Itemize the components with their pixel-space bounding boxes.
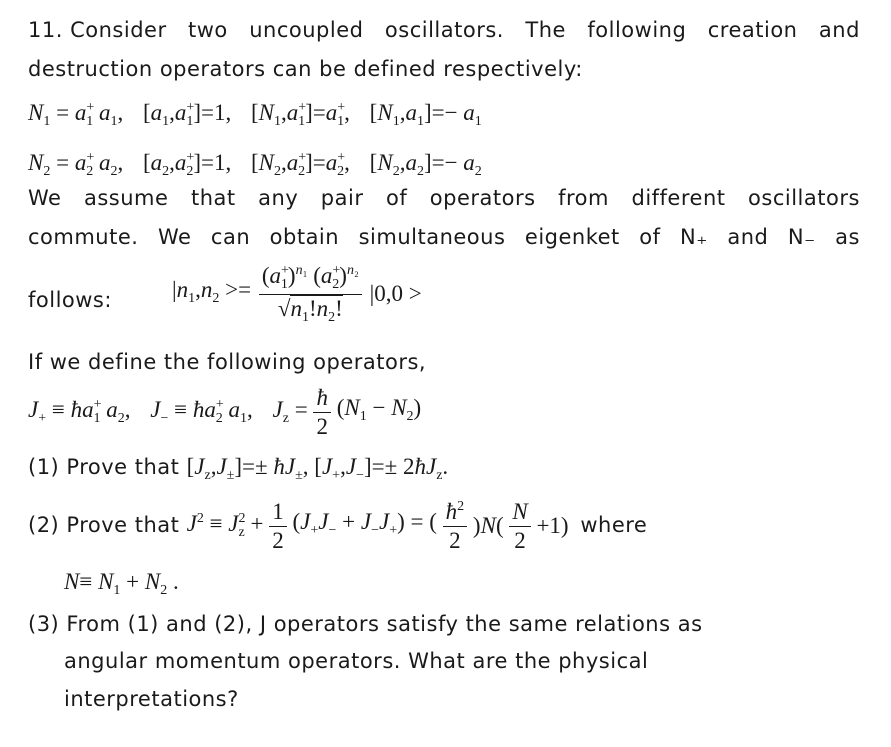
word: that — [190, 186, 236, 210]
word: from — [558, 186, 609, 210]
word: following — [587, 18, 687, 42]
eigenket-equation: $|n_1,n_2$ >= $\frac{(a^+_1)^{n_1} (a^+_2)^{n_2}}{√n_1!n_2!}$ |0,0 > — [172, 263, 422, 325]
word: N₋ — [787, 225, 816, 249]
equation-oscillator-1: $N_1 = a^+_1$ $a_1$, $[a_1,a^+_1]=1$, $[N_1,a^+_1]=a^+_1$, $[N_1,a_1]=- a_1$ — [28, 100, 482, 129]
word: assume — [84, 186, 169, 210]
intro-line-1 — [28, 16, 860, 44]
word: and — [727, 225, 769, 249]
part-1-prefix: (1) Prove that — [28, 455, 180, 479]
part-1-equation: $[J_z,J_\pm]=\pm$ $ħJ_\pm$, $[J_+,J_-]=\pm$ $2ħJ_z$. — [186, 454, 449, 483]
word: We — [28, 186, 62, 210]
define-line: If we define the following operators, — [28, 350, 427, 374]
part-1 — [28, 453, 448, 490]
part-3-line-2: angular momentum operators. What are the physical — [64, 649, 649, 673]
word: operators — [429, 186, 536, 210]
word: any — [258, 186, 299, 210]
word: different — [631, 186, 726, 210]
word: oscillators. — [384, 18, 504, 42]
part-3-line-1: (3) From (1) and (2), J operators satisfy the same relations as — [28, 612, 703, 636]
word: eigenket — [524, 225, 620, 249]
word: creation — [707, 18, 798, 42]
word: as — [835, 225, 860, 249]
word: simultaneous — [358, 225, 506, 249]
word: commute. — [28, 225, 139, 249]
part-2-suffix: where — [580, 513, 648, 538]
word: of — [639, 225, 661, 249]
word: two — [188, 18, 228, 42]
word: and — [818, 18, 860, 42]
word: can — [210, 225, 251, 249]
problem-number-and-word: 11. Consider — [28, 18, 167, 42]
n-definition: $N\equiv N_1 + N_2$ . — [64, 569, 179, 598]
part-3-line-3: interpretations? — [64, 687, 239, 711]
word: N₊ — [680, 225, 708, 249]
word: oscillators — [748, 186, 860, 210]
word: obtain — [269, 225, 340, 249]
j-operators-definition: $J_+$ ≡ $ħa^+_1$ $a_2$, $J_-$ ≡ $ħa^+_2$ $a_1$, $J_z$ = $\frac{ħ}{2}$ $(N_1 - N_2)$ — [28, 385, 422, 439]
assume-line-2 — [28, 223, 860, 251]
word: uncoupled — [249, 18, 364, 42]
equation-oscillator-2: $N_2 = a^+_2$ $a_2$, $[a_2,a^+_2]=1$, $[N_2,a^+_2]=a^+_2$, $[N_2,a_2]=- a_2$ — [28, 150, 482, 179]
word: We — [157, 225, 192, 249]
word: pair — [320, 186, 364, 210]
part-2 — [28, 498, 647, 558]
word: The — [525, 18, 566, 42]
follows-label: follows: — [28, 288, 112, 312]
assume-line-1 — [28, 184, 860, 212]
part-2-equation: $J^2 \equiv J^2_z$ + $\frac{1}{2}$ $(J_+J_- + J_-J_+)$ = ( $\frac{ħ^2}{2}$ )N( $\frac{N}{2}$ +1) — [186, 499, 569, 553]
part-2-prefix: (2) Prove that — [28, 513, 180, 538]
word: of — [386, 186, 408, 210]
intro-line-2: destruction operators can be defined respectively: — [28, 57, 583, 81]
